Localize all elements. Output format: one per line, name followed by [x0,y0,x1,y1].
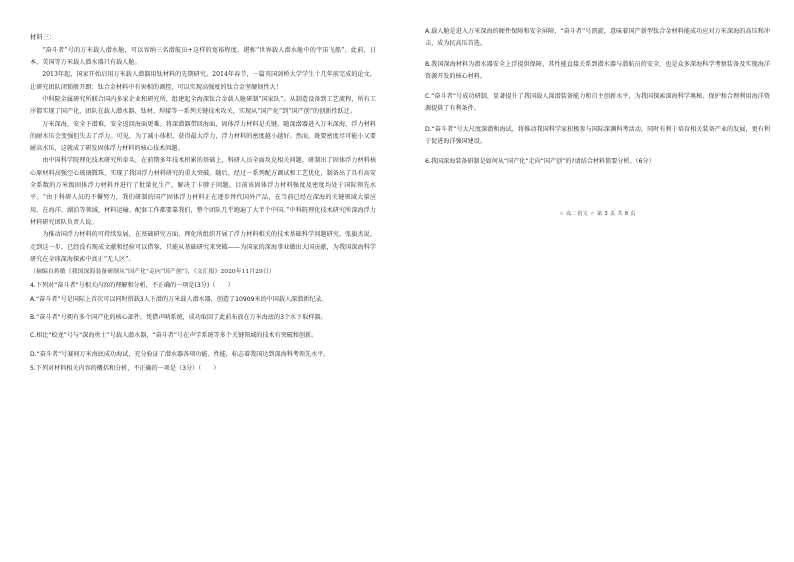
question-4-option-a: A.“奋斗者”号是国际上首次可以同时搭载3人下潜的万米载人潜水器，创造了10909米的中国载人深潜新纪录。 [30,295,328,303]
question-4-stem: 4.下列对“奋斗者”号相关内容的理解和分析，不正确的一项是(3分)（ ） [30,282,234,290]
question-5-option-a: A.载人舱是进入万米深海的硬件保障和安全屏障，“奋斗者”号凯旋，意味着国产新型钛合金材料能成功应对万米深海的高压和冲击，成为抗高压首选。 [425,28,770,48]
question-4-option-b: B.“奋斗者”号拥有多个国产化的核心部件，凭借声呐系统，成功取回了此前布放在万米海底的3个水下取样器。 [30,314,327,322]
question-5-option-d: D.“奋斗者”号大尺度深潜和海试，将推动我国科学家积极参与国际深渊科考活动，同时有利于培育相关装备产业的发展，更有利于促进海洋强国建设。 [425,125,770,146]
material-paragraph: 中科院金属研究所联合国内多家企业和研究所，组建起全海深钛合金载人舱研制“国家队”。从制造设备到工艺流程，所有工序都实现了国产化，团队在载人潜水器、钛材、焊接等一系列关键技术攻关，实现从“国产化”到“国产创”的创新性跃迁。 [30,95,376,116]
question-6-stem: 6.我国深海装备研制是如何从“国产化”走向“国产创”的?请结合材料简要分析。（6分） [425,158,655,166]
material-paragraph: 为推动国浮力材料的可持续发展，在基础研究方面，理化所组织开展了浮力材料相关的技术基础科学问题研究。张旗杰说，走到这一步，已经没有现成文献和经验可以借鉴，只能从基础研究来突破——为国家的深海事业做出大国贡献，为我国深海科学研究在全球深海探索中真正“无人区”。 [30,231,376,263]
question-5-option-c: C.“奋斗者”号成功研制，显著提升了我国载人深潜装备能力和自主创新水平，为我国探索深海科学奥秘、保护和合理利用海洋资源提供了有利条件。 [425,93,770,113]
question-5-option-b: B.我国深海材料为潜水器安全上浮提供保障，其性能直接关系到潜水器与潜航员的安全，也是众多深海科学考察装备及实现海洋资源开发的核心材料。 [425,60,770,80]
page-footer: ☆ 高二语文 ☆ 第 3 页 共 8 页 [559,211,636,217]
material-source: （摘编自蒋敏《我国深海装备研制从“国产化”走向“国产创”》，《文汇报》2020年11月29日） [30,269,275,276]
left-column [30,32,376,376]
reading-material [30,32,376,278]
questions-right [425,26,770,169]
question-4-option-d: D.“奋斗者”号赛间万米海底成功海试，充分验证了潜水器各项功能、性能，标志着我国达到深海科考领先水平。 [30,350,330,358]
question-4-option-c: C.相比“蛟龙”号与“深海勇士”号载人潜水器，“奋斗者”号在声学系统等多个关键领域的技术有突破和创新。 [30,332,318,340]
material-paragraph: 万米深海，安全下潜难，安全返回海面更难。将深潜器带回海面，固体浮力材料是关键。随深潜器进入万米深海，浮力材料的耐水压会变强但失去了浮力。可见，为了减小体积、获得最大浮力，浮力材料的密度越小越好。然而，既要密度尽可能小又要耐高水压，这就成了研发固体浮力材料的核心技术问题。 [30,120,376,153]
questions-left [30,280,376,375]
question-5-stem: 5.下列对材料相关内容的概括和分析，不正确的一项是（3分）（ ） [30,364,220,372]
material-paragraph: 由中国科学院理化技术研究所牵头，在前期多年技术积累的基础上，科研人员全面攻克相关问题，研制出了固体浮力材料核心原材料高强空心玻璃微珠，实现了我国浮力材料研究的重大突破。随后，经过一系列配方调试和工艺优化，制备出了具有高安全系数的万米级固体浮力材料并进行了批量化生产，解决了卡脖子问题。目前该固体浮力材料强度及密度均处于国际领先水平。“由于科研人员的不懈努力，我们研制的国产固体浮力材料正在逐步替代国外产品，在当前已经在深海的关键领域大量应用，在海洋、湖泊等领域，材料运输、配套工作都要靠我们，整个团队几乎跑遍了大半个中国。”中科院理化技术研究所深海浮力材料研究团队负责人说。 [30,157,376,226]
material-paragraph: “奋斗者”号的万米载人潜水舱，可以容纳三名潜航员+这样的宽裕程度，堪称“世界载人潜水舱中的宇宙飞船”。此前，日本、美国等万米载人潜水器只有载人舱。 [30,46,376,67]
material-heading: 材料三： [30,34,56,41]
material-paragraph: 2013年起，国家开始启用万米载人潜器用钛材料的先期研究。2014年春节，一篇英国剑桥大学学生十几年前完成的论文，让研究团队闭锁般开朗：钛合金材料中有害相的调控，可以实现高强度的钛合金坚硬韧性大！ [30,71,376,91]
right-column [425,26,770,170]
